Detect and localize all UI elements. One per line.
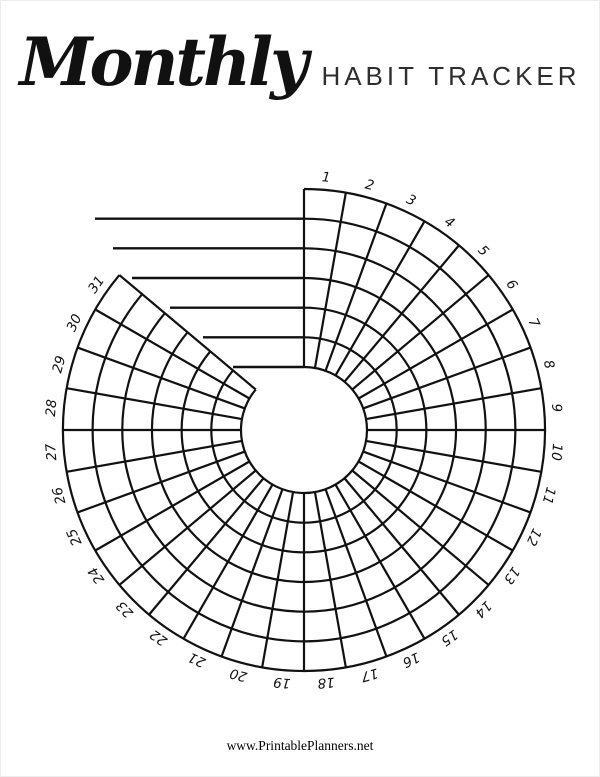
ring-arc: [241, 367, 367, 493]
day-label: 4: [441, 213, 458, 232]
day-label: 6: [502, 276, 521, 293]
sector-spoke: [336, 221, 425, 375]
day-label: 19: [272, 673, 292, 692]
day-label: 27: [42, 442, 61, 462]
day-label: 26: [49, 485, 70, 506]
sector-spoke: [363, 452, 530, 513]
sector-spoke: [184, 485, 273, 639]
day-label: 14: [471, 597, 495, 621]
title-script-word: Monthly: [19, 23, 306, 101]
day-label: 24: [85, 563, 109, 587]
day-label: 2: [363, 176, 376, 195]
sector-spoke: [78, 452, 245, 513]
day-label: 31: [85, 273, 109, 297]
day-label: 22: [147, 625, 171, 649]
day-label: 3: [403, 191, 419, 210]
footer-url: www.PrintablePlanners.net: [226, 738, 374, 753]
title-caps-words: HABIT TRACKER: [321, 61, 581, 91]
day-label: 18: [316, 673, 336, 692]
day-label: 17: [359, 664, 380, 685]
sector-spoke: [359, 462, 513, 551]
sector-spoke: [359, 310, 513, 399]
day-label: 15: [437, 625, 461, 649]
day-label: 25: [63, 525, 86, 549]
sector-spoke: [95, 462, 249, 551]
day-label: 5: [474, 242, 492, 260]
day-label: 9: [547, 402, 565, 413]
sector-spoke: [95, 310, 249, 399]
day-label: 10: [547, 442, 566, 462]
day-label: 30: [63, 311, 86, 335]
day-label: 16: [399, 648, 423, 671]
day-label: 29: [49, 354, 70, 375]
sector-spoke: [336, 485, 425, 639]
sector-spoke: [119, 275, 255, 389]
sector-spoke: [326, 204, 387, 371]
day-label: 23: [113, 597, 137, 621]
sector-spoke: [78, 348, 245, 409]
day-label: 1: [321, 169, 332, 187]
day-label: 11: [538, 485, 559, 506]
day-label: 28: [42, 398, 61, 418]
day-label: 12: [522, 525, 545, 549]
day-label: 7: [524, 315, 543, 331]
day-label: 8: [539, 358, 558, 371]
day-label: 21: [185, 648, 209, 671]
day-label: 20: [228, 664, 249, 685]
sector-spoke: [222, 489, 283, 656]
day-label: 13: [499, 563, 523, 587]
sector-spoke: [363, 348, 530, 409]
sector-spoke: [326, 489, 387, 656]
